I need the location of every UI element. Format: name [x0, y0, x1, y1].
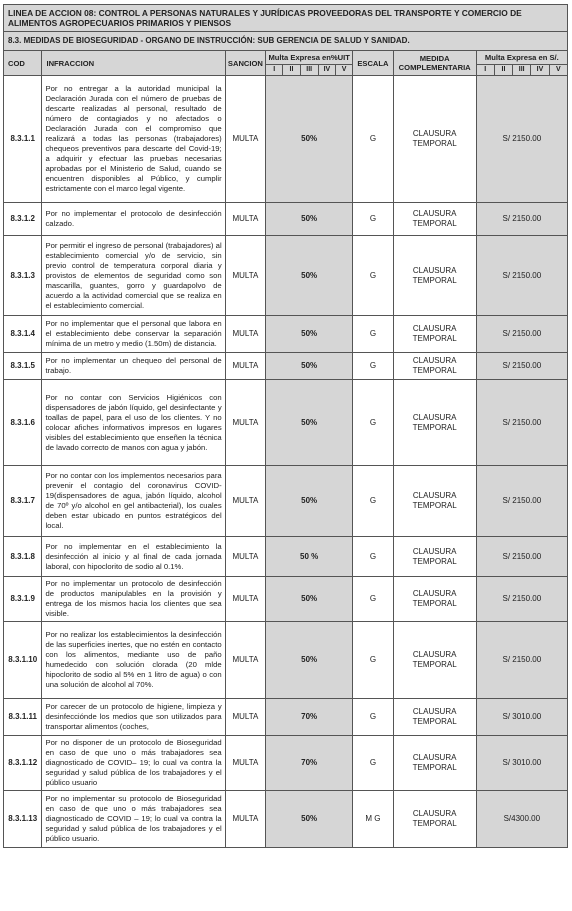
- row-medida: CLAUSURA TEMPORAL: [393, 537, 476, 577]
- row-sancion: MULTA: [225, 316, 265, 353]
- row-porcentaje: 70%: [266, 699, 353, 736]
- row-medida: CLAUSURA TEMPORAL: [393, 76, 476, 203]
- row-monto: S/ 2150.00: [476, 380, 567, 466]
- row-porcentaje: 50%: [266, 577, 353, 622]
- table-row: [4, 203, 568, 236]
- row-monto: S/ 3010.00: [476, 699, 567, 736]
- table-row: [4, 622, 568, 699]
- row-monto: S/ 2150.00: [476, 622, 567, 699]
- row-escala: G: [353, 353, 393, 380]
- section-title: LINEA DE ACCION 08: CONTROL A PERSONAS NATURALES Y JURÍDICAS PROVEEDORAS DEL TRANSPORTE Y COMERCIO DE ALIMENTOS AGROPECUARIOS PRIMARIOS Y PIENSOS: [4, 5, 568, 32]
- row-escala: G: [353, 76, 393, 203]
- row-monto: S/ 2150.00: [476, 316, 567, 353]
- row-escala: G: [353, 577, 393, 622]
- row-medida: CLAUSURA TEMPORAL: [393, 622, 476, 699]
- col-header-multa-uit: Multa Expresa en%UIT: [266, 51, 353, 65]
- row-porcentaje: 50%: [266, 380, 353, 466]
- roman-header: III: [300, 65, 318, 76]
- row-code: 8.3.1.8: [4, 537, 42, 577]
- row-sancion: MULTA: [225, 466, 265, 537]
- sanctions-table: [3, 4, 568, 848]
- roman-header: IV: [531, 65, 549, 76]
- row-porcentaje: 50%: [266, 353, 353, 380]
- row-porcentaje: 50%: [266, 622, 353, 699]
- row-monto: S/ 2150.00: [476, 203, 567, 236]
- row-monto: S/ 2150.00: [476, 577, 567, 622]
- row-infraccion: Por no implementar en el establecimiento la desinfección al inicio y al final de cada jornada laboral, con hipoclorito de sodio al 0.1%.: [42, 537, 225, 577]
- row-monto: S/ 2150.00: [476, 353, 567, 380]
- table-row: [4, 236, 568, 316]
- row-porcentaje: 50%: [266, 203, 353, 236]
- table-row: [4, 736, 568, 791]
- row-medida: CLAUSURA TEMPORAL: [393, 316, 476, 353]
- row-sancion: MULTA: [225, 622, 265, 699]
- row-infraccion: Por no contar con los implementos necesarios para prevenir el contagio del coronavirus COVID-19(dispensadores de agua, jabón líquido, alcohol de 70º y/o alcohol en gel antibacterial), los cuales deben estar ubicado en puntos estratégicos del local.: [42, 466, 225, 537]
- row-sancion: MULTA: [225, 537, 265, 577]
- row-porcentaje: 50%: [266, 76, 353, 203]
- row-code: 8.3.1.5: [4, 353, 42, 380]
- row-code: 8.3.1.4: [4, 316, 42, 353]
- row-escala: G: [353, 236, 393, 316]
- row-porcentaje: 50%: [266, 791, 353, 848]
- row-escala: M G: [353, 791, 393, 848]
- row-sancion: MULTA: [225, 577, 265, 622]
- row-sancion: MULTA: [225, 699, 265, 736]
- row-infraccion: Por no implementar que el personal que labora en el establecimiento debe conservar la separación mínima de un metro y medio (1.50m) de distancia.: [42, 316, 225, 353]
- row-escala: G: [353, 622, 393, 699]
- col-header-sancion: SANCION: [225, 51, 265, 76]
- row-escala: G: [353, 537, 393, 577]
- row-monto: S/ 2150.00: [476, 76, 567, 203]
- row-monto: S/ 2150.00: [476, 537, 567, 577]
- col-header-medida: MEDIDA COMPLEMENTARIA: [393, 51, 476, 76]
- row-infraccion: Por no disponer de un protocolo de Bioseguridad en caso de que uno o más trabajadores sea diagnosticado de COVID– 19; lo cual va contra la seguridad y salud pública de los trabajadores y el público usuario: [42, 736, 225, 791]
- row-medida: CLAUSURA TEMPORAL: [393, 236, 476, 316]
- row-sancion: MULTA: [225, 736, 265, 791]
- row-sancion: MULTA: [225, 203, 265, 236]
- row-medida: CLAUSURA TEMPORAL: [393, 699, 476, 736]
- row-escala: G: [353, 380, 393, 466]
- row-infraccion: Por carecer de un protocolo de higiene, limpieza y desinfecciónde los medios que son utilizados para transportar alimentos (coches,: [42, 699, 225, 736]
- row-porcentaje: 50%: [266, 466, 353, 537]
- row-code: 8.3.1.3: [4, 236, 42, 316]
- row-monto: S/ 2150.00: [476, 466, 567, 537]
- table-row: [4, 380, 568, 466]
- row-infraccion: Por no implementar su protocolo de Bioseguridad en caso de que uno o más trabajadores sea diagnosticado de COVID – 19; lo cual va contra la seguridad y salud pública de los trabajadores y el público usuario.: [42, 791, 225, 848]
- row-porcentaje: 50%: [266, 236, 353, 316]
- roman-header: IV: [318, 65, 335, 76]
- row-escala: G: [353, 699, 393, 736]
- row-sancion: MULTA: [225, 236, 265, 316]
- row-code: 8.3.1.10: [4, 622, 42, 699]
- table-row: [4, 699, 568, 736]
- row-medida: CLAUSURA TEMPORAL: [393, 736, 476, 791]
- col-header-infraccion: INFRACCION: [42, 51, 225, 76]
- row-medida: CLAUSURA TEMPORAL: [393, 577, 476, 622]
- row-infraccion: Por no implementar un protocolo de desinfección de productos manipulables en la provisión y entrega de los mismos hacia los clientes que sea visible.: [42, 577, 225, 622]
- row-code: 8.3.1.6: [4, 380, 42, 466]
- roman-header: I: [266, 65, 283, 76]
- row-medida: CLAUSURA TEMPORAL: [393, 203, 476, 236]
- col-header-cod: COD: [4, 51, 42, 76]
- table-row: [4, 537, 568, 577]
- roman-header: II: [283, 65, 300, 76]
- row-code: 8.3.1.2: [4, 203, 42, 236]
- row-medida: CLAUSURA TEMPORAL: [393, 353, 476, 380]
- row-code: 8.3.1.13: [4, 791, 42, 848]
- roman-header: II: [494, 65, 512, 76]
- row-monto: S/ 3010.00: [476, 736, 567, 791]
- row-code: 8.3.1.7: [4, 466, 42, 537]
- table-row: [4, 577, 568, 622]
- roman-header: III: [513, 65, 531, 76]
- row-escala: G: [353, 466, 393, 537]
- table-row: [4, 466, 568, 537]
- row-porcentaje: 50 %: [266, 537, 353, 577]
- row-porcentaje: 70%: [266, 736, 353, 791]
- row-code: 8.3.1.9: [4, 577, 42, 622]
- row-medida: CLAUSURA TEMPORAL: [393, 466, 476, 537]
- row-infraccion: Por no implementar el protocolo de desinfección calzado.: [42, 203, 225, 236]
- table-row: [4, 353, 568, 380]
- row-infraccion: Por no entregar a la autoridad municipal la Declaración Jurada con el número de pruebas de descarte realizadas al personal, resultado de número de contagiados y no afectados o Declaración Jurada con el compromiso que realizará a todas las personas (trabajadores) chequeos preventivos para descarte del Covid-19; a adquirir y efectuar las pruebas necesarias aprobadas por el Ministerio de Salud, cuando se encuentren disponibles al Público, y cumplir estrictamente con el marco legal vigente.: [42, 76, 225, 203]
- roman-header: V: [549, 65, 567, 76]
- row-sancion: MULTA: [225, 76, 265, 203]
- row-infraccion: Por no contar con Servicios Higiénicos con dispensadores de jabón líquido, gel desinfectante y toallas de papel, para el uso de los clientes. Y no colocar afiches informativos impresos en lugares visibles del establecimiento que enseñen la técnica de lavado correcto de manos con agua y jabón.: [42, 380, 225, 466]
- row-infraccion: Por no realizar los establecimientos la desinfección de las superficies inertes, que no estén en contacto con los alimentos, mediante uso de paño humedecido con solución clorada (20 mlde hipoclorito de sodio al 5% en 1 litro de agua) o con una solución de alcohol al 70%.: [42, 622, 225, 699]
- table-row: [4, 316, 568, 353]
- table-row: [4, 76, 568, 203]
- row-infraccion: Por permitir el ingreso de personal (trabajadores) al establecimiento comercial y/o de servicio, sin previo control de temperatura corporal diaria y provistos de elementos de seguridad como son mascarilla, guantes, gorro y guardapolvo de acuerdo a la actividad comercial que se realiza en el establecimiento comercial.: [42, 236, 225, 316]
- sanctions-table-container: [3, 4, 568, 848]
- row-sancion: MULTA: [225, 380, 265, 466]
- row-escala: G: [353, 316, 393, 353]
- row-escala: G: [353, 203, 393, 236]
- row-code: 8.3.1.11: [4, 699, 42, 736]
- row-porcentaje: 50%: [266, 316, 353, 353]
- row-medida: CLAUSURA TEMPORAL: [393, 380, 476, 466]
- table-row: [4, 791, 568, 848]
- roman-header: I: [476, 65, 494, 76]
- row-code: 8.3.1.12: [4, 736, 42, 791]
- roman-header: V: [335, 65, 352, 76]
- row-sancion: MULTA: [225, 353, 265, 380]
- row-infraccion: Por no implementar un chequeo del personal de trabajo.: [42, 353, 225, 380]
- row-monto: S/4300.00: [476, 791, 567, 848]
- row-code: 8.3.1.1: [4, 76, 42, 203]
- row-sancion: MULTA: [225, 791, 265, 848]
- section-subtitle: 8.3. MEDIDAS DE BIOSEGURIDAD - ORGANO DE INSTRUCCIÓN: SUB GERENCIA DE SALUD Y SANIDAD.: [4, 32, 568, 51]
- col-header-escala: ESCALA: [353, 51, 393, 76]
- row-escala: G: [353, 736, 393, 791]
- row-monto: S/ 2150.00: [476, 236, 567, 316]
- row-medida: CLAUSURA TEMPORAL: [393, 791, 476, 848]
- col-header-multa-soles: Multa Expresa en S/.: [476, 51, 567, 65]
